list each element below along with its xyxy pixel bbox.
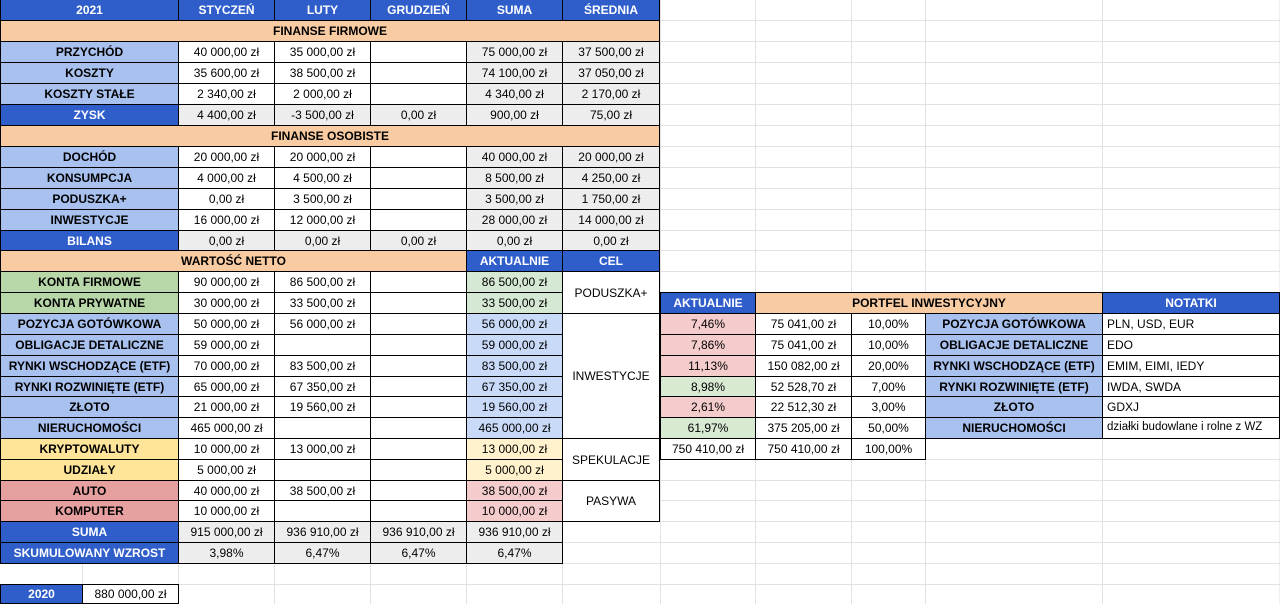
- cell-dochod-grudzien[interactable]: [371, 147, 467, 168]
- cell-konsumpcja-suma[interactable]: 8 500,00 zł: [467, 168, 563, 189]
- portfel-amount-nieruchomosci[interactable]: 375 205,00 zł: [756, 418, 852, 439]
- cell-przychod-styczen[interactable]: 40 000,00 zł: [179, 42, 275, 63]
- row-label-przychod[interactable]: PRZYCHÓD: [0, 42, 179, 63]
- year-header[interactable]: 2021: [0, 0, 179, 21]
- row-label-auto[interactable]: AUTO: [0, 481, 179, 501]
- cell-kryptowaluty-aktualnie[interactable]: 13 000,00 zł: [467, 439, 563, 460]
- cell-poduszka-suma[interactable]: 3 500,00 zł: [467, 189, 563, 210]
- cell-komputer-grudzien[interactable]: [371, 501, 467, 522]
- cell-inwestycje-grudzien[interactable]: [371, 210, 467, 231]
- row-label-bilans[interactable]: BILANS: [0, 231, 179, 251]
- cell-koszty-styczen[interactable]: 35 600,00 zł: [179, 63, 275, 84]
- cell-wzrost-luty[interactable]: 6,47%: [275, 543, 371, 564]
- portfel-pct-obligacje[interactable]: 7,86%: [660, 335, 756, 356]
- header-srednia[interactable]: ŚREDNIA: [563, 0, 660, 21]
- cell-zysk-suma[interactable]: 900,00 zł: [467, 105, 563, 126]
- year-2020-value[interactable]: 880 000,00 zł: [83, 584, 179, 604]
- row-label-konta-firmowe[interactable]: KONTA FIRMOWE: [0, 272, 179, 293]
- cell-konsumpcja-luty[interactable]: 4 500,00 zł: [275, 168, 371, 189]
- cell-nieruchomosci-styczen[interactable]: 465 000,00 zł: [179, 418, 275, 439]
- header-cel[interactable]: CEL: [563, 251, 660, 272]
- row-label-skumulowany-wzrost[interactable]: SKUMULOWANY WZROST: [0, 543, 179, 564]
- portfel-header-aktualnie[interactable]: AKTUALNIE: [660, 292, 756, 314]
- cell-konta-firmowe-grudzien[interactable]: [371, 272, 467, 293]
- cell-suma-aktualnie[interactable]: 936 910,00 zł: [467, 522, 563, 543]
- cell-kryptowaluty-styczen[interactable]: 10 000,00 zł: [179, 439, 275, 460]
- cell-rynki-rozwiniete-grudzien[interactable]: [371, 377, 467, 397]
- cell-poduszka-luty[interactable]: 3 500,00 zł: [275, 189, 371, 210]
- cell-obligacje-aktualnie[interactable]: 59 000,00 zł: [467, 335, 563, 356]
- header-aktualnie[interactable]: AKTUALNIE: [467, 251, 563, 272]
- cell-bilans-srednia[interactable]: 0,00 zł: [563, 231, 660, 251]
- header-styczen[interactable]: STYCZEŃ: [179, 0, 275, 21]
- cell-bilans-suma[interactable]: 0,00 zł: [467, 231, 563, 251]
- cell-przychod-srednia[interactable]: 37 500,00 zł: [563, 42, 660, 63]
- cell-koszty-stale-suma[interactable]: 4 340,00 zł: [467, 84, 563, 105]
- cell-rynki-wschodzace-grudzien[interactable]: [371, 356, 467, 377]
- portfel-note-pozycja-gotowkowa[interactable]: PLN, USD, EUR: [1103, 314, 1280, 335]
- cell-rynki-rozwiniete-luty[interactable]: 67 350,00 zł: [275, 377, 371, 397]
- portfel-target-pozycja-gotowkowa[interactable]: 10,00%: [852, 314, 926, 335]
- section-finanse-osobiste[interactable]: FINANSE OSOBISTE: [0, 126, 660, 147]
- header-grudzien[interactable]: GRUDZIEŃ: [371, 0, 467, 21]
- cell-suma-styczen[interactable]: 915 000,00 zł: [179, 522, 275, 543]
- cel-group-spekulacje[interactable]: SPEKULACJE: [563, 439, 660, 481]
- cell-koszty-srednia[interactable]: 37 050,00 zł: [563, 63, 660, 84]
- portfel-pct-rynki-wschodzace[interactable]: 11,13%: [660, 356, 756, 377]
- row-label-udzialy[interactable]: UDZIAŁY: [0, 460, 179, 481]
- cell-kryptowaluty-luty[interactable]: 13 000,00 zł: [275, 439, 371, 460]
- cell-koszty-stale-grudzien[interactable]: [371, 84, 467, 105]
- cell-koszty-grudzien[interactable]: [371, 63, 467, 84]
- cell-poduszka-styczen[interactable]: 0,00 zł: [179, 189, 275, 210]
- cell-poduszka-srednia[interactable]: 1 750,00 zł: [563, 189, 660, 210]
- cell-bilans-luty[interactable]: 0,00 zł: [275, 231, 371, 251]
- portfel-pct-zloto[interactable]: 2,61%: [660, 397, 756, 418]
- portfel-label-rynki-rozwiniete[interactable]: RYNKI ROZWINIĘTE (ETF): [926, 377, 1103, 397]
- cell-obligacje-luty[interactable]: [275, 335, 371, 356]
- cell-kryptowaluty-grudzien[interactable]: [371, 439, 467, 460]
- row-label-konsumpcja[interactable]: KONSUMPCJA: [0, 168, 179, 189]
- cell-udzialy-grudzien[interactable]: [371, 460, 467, 481]
- cell-inwestycje-suma[interactable]: 28 000,00 zł: [467, 210, 563, 231]
- row-label-rynki-wschodzace[interactable]: RYNKI WSCHODZĄCE (ETF): [0, 356, 179, 377]
- cell-obligacje-grudzien[interactable]: [371, 335, 467, 356]
- cell-konta-firmowe-styczen[interactable]: 90 000,00 zł: [179, 272, 275, 293]
- cell-rynki-wschodzace-styczen[interactable]: 70 000,00 zł: [179, 356, 275, 377]
- cell-inwestycje-styczen[interactable]: 16 000,00 zł: [179, 210, 275, 231]
- portfel-note-rynki-rozwiniete[interactable]: IWDA, SWDA: [1103, 377, 1280, 397]
- row-label-dochod[interactable]: DOCHÓD: [0, 147, 179, 168]
- cell-zysk-styczen[interactable]: 4 400,00 zł: [179, 105, 275, 126]
- cell-konsumpcja-styczen[interactable]: 4 000,00 zł: [179, 168, 275, 189]
- row-label-zloto[interactable]: ZŁOTO: [0, 397, 179, 418]
- cel-group-inwestycje[interactable]: INWESTYCJE: [563, 314, 660, 439]
- portfel-total-pct[interactable]: 750 410,00 zł: [660, 439, 756, 460]
- cell-dochod-luty[interactable]: 20 000,00 zł: [275, 147, 371, 168]
- portfel-note-zloto[interactable]: GDXJ: [1103, 397, 1280, 418]
- cell-zloto-grudzien[interactable]: [371, 397, 467, 418]
- cell-udzialy-aktualnie[interactable]: 5 000,00 zł: [467, 460, 563, 481]
- cell-auto-styczen[interactable]: 40 000,00 zł: [179, 481, 275, 501]
- cel-group-pasywa[interactable]: PASYWA: [563, 481, 660, 522]
- cell-auto-grudzien[interactable]: [371, 481, 467, 501]
- row-label-koszty-stale[interactable]: KOSZTY STAŁE: [0, 84, 179, 105]
- portfel-label-zloto[interactable]: ZŁOTO: [926, 397, 1103, 418]
- cell-dochod-suma[interactable]: 40 000,00 zł: [467, 147, 563, 168]
- portfel-target-obligacje[interactable]: 10,00%: [852, 335, 926, 356]
- portfel-amount-pozycja-gotowkowa[interactable]: 75 041,00 zł: [756, 314, 852, 335]
- cell-zysk-grudzien[interactable]: 0,00 zł: [371, 105, 467, 126]
- portfel-amount-rynki-wschodzace[interactable]: 150 082,00 zł: [756, 356, 852, 377]
- row-label-kryptowaluty[interactable]: KRYPTOWALUTY: [0, 439, 179, 460]
- cell-zysk-luty[interactable]: -3 500,00 zł: [275, 105, 371, 126]
- cell-pozycja-gotowkowa-luty[interactable]: 56 000,00 zł: [275, 314, 371, 335]
- cell-konta-prywatne-styczen[interactable]: 30 000,00 zł: [179, 293, 275, 314]
- row-label-nieruchomosci[interactable]: NIERUCHOMOŚCI: [0, 418, 179, 439]
- cell-przychod-grudzien[interactable]: [371, 42, 467, 63]
- portfel-amount-obligacje[interactable]: 75 041,00 zł: [756, 335, 852, 356]
- cell-komputer-aktualnie[interactable]: 10 000,00 zł: [467, 501, 563, 522]
- cel-group-poduszka[interactable]: PODUSZKA+: [563, 272, 660, 314]
- portfel-title[interactable]: PORTFEL INWESTYCYJNY: [756, 292, 1103, 314]
- cell-nieruchomosci-luty[interactable]: [275, 418, 371, 439]
- row-label-suma[interactable]: SUMA: [0, 522, 179, 543]
- row-label-poduszka[interactable]: PODUSZKA+: [0, 189, 179, 210]
- cell-konta-prywatne-luty[interactable]: 33 500,00 zł: [275, 293, 371, 314]
- row-label-obligacje-detaliczne[interactable]: OBLIGACJE DETALICZNE: [0, 335, 179, 356]
- portfel-pct-rynki-rozwiniete[interactable]: 8,98%: [660, 377, 756, 397]
- cell-pozycja-gotowkowa-grudzien[interactable]: [371, 314, 467, 335]
- portfel-target-rynki-wschodzace[interactable]: 20,00%: [852, 356, 926, 377]
- cell-konta-prywatne-grudzien[interactable]: [371, 293, 467, 314]
- section-finanse-firmowe[interactable]: FINANSE FIRMOWE: [0, 21, 660, 42]
- cell-udzialy-styczen[interactable]: 5 000,00 zł: [179, 460, 275, 481]
- portfel-total-target[interactable]: 100,00%: [852, 439, 926, 460]
- cell-zloto-luty[interactable]: 19 560,00 zł: [275, 397, 371, 418]
- cell-zysk-srednia[interactable]: 75,00 zł: [563, 105, 660, 126]
- portfel-note-nieruchomosci[interactable]: działki budowlane i rolne z WZ: [1103, 418, 1280, 439]
- portfel-amount-rynki-rozwiniete[interactable]: 52 528,70 zł: [756, 377, 852, 397]
- cell-inwestycje-luty[interactable]: 12 000,00 zł: [275, 210, 371, 231]
- portfel-label-obligacje[interactable]: OBLIGACJE DETALICZNE: [926, 335, 1103, 356]
- portfel-pct-nieruchomosci[interactable]: 61,97%: [660, 418, 756, 439]
- year-2020-label[interactable]: 2020: [0, 584, 83, 604]
- cell-komputer-styczen[interactable]: 10 000,00 zł: [179, 501, 275, 522]
- header-suma[interactable]: SUMA: [467, 0, 563, 21]
- cell-rynki-rozwiniete-styczen[interactable]: 65 000,00 zł: [179, 377, 275, 397]
- cell-inwestycje-srednia[interactable]: 14 000,00 zł: [563, 210, 660, 231]
- cell-koszty-suma[interactable]: 74 100,00 zł: [467, 63, 563, 84]
- cell-rynki-rozwiniete-aktualnie[interactable]: 67 350,00 zł: [467, 377, 563, 397]
- section-wartosc-netto[interactable]: WARTOŚĆ NETTO: [0, 251, 467, 272]
- cell-pozycja-gotowkowa-styczen[interactable]: 50 000,00 zł: [179, 314, 275, 335]
- cell-konta-prywatne-aktualnie[interactable]: 33 500,00 zł: [467, 293, 563, 314]
- row-label-komputer[interactable]: KOMPUTER: [0, 501, 179, 522]
- cell-wzrost-styczen[interactable]: 3,98%: [179, 543, 275, 564]
- row-label-inwestycje[interactable]: INWESTYCJE: [0, 210, 179, 231]
- cell-komputer-luty[interactable]: [275, 501, 371, 522]
- cell-bilans-grudzien[interactable]: 0,00 zł: [371, 231, 467, 251]
- cell-koszty-luty[interactable]: 38 500,00 zł: [275, 63, 371, 84]
- cell-bilans-styczen[interactable]: 0,00 zł: [179, 231, 275, 251]
- row-label-koszty[interactable]: KOSZTY: [0, 63, 179, 84]
- cell-rynki-wschodzace-aktualnie[interactable]: 83 500,00 zł: [467, 356, 563, 377]
- portfel-target-rynki-rozwiniete[interactable]: 7,00%: [852, 377, 926, 397]
- cell-pozycja-gotowkowa-aktualnie[interactable]: 56 000,00 zł: [467, 314, 563, 335]
- header-luty[interactable]: LUTY: [275, 0, 371, 21]
- cell-rynki-wschodzace-luty[interactable]: 83 500,00 zł: [275, 356, 371, 377]
- cell-konta-firmowe-luty[interactable]: 86 500,00 zł: [275, 272, 371, 293]
- cell-koszty-stale-luty[interactable]: 2 000,00 zł: [275, 84, 371, 105]
- portfel-target-nieruchomosci[interactable]: 50,00%: [852, 418, 926, 439]
- cell-udzialy-luty[interactable]: [275, 460, 371, 481]
- portfel-amount-zloto[interactable]: 22 512,30 zł: [756, 397, 852, 418]
- cell-zloto-styczen[interactable]: 21 000,00 zł: [179, 397, 275, 418]
- cell-nieruchomosci-grudzien[interactable]: [371, 418, 467, 439]
- cell-konta-firmowe-aktualnie[interactable]: 86 500,00 zł: [467, 272, 563, 293]
- portfel-total-amount[interactable]: 750 410,00 zł: [756, 439, 852, 460]
- cell-suma-grudzien[interactable]: 936 910,00 zł: [371, 522, 467, 543]
- cell-zloto-aktualnie[interactable]: 19 560,00 zł: [467, 397, 563, 418]
- cell-dochod-srednia[interactable]: 20 000,00 zł: [563, 147, 660, 168]
- cell-koszty-stale-srednia[interactable]: 2 170,00 zł: [563, 84, 660, 105]
- cell-dochod-styczen[interactable]: 20 000,00 zł: [179, 147, 275, 168]
- portfel-target-zloto[interactable]: 3,00%: [852, 397, 926, 418]
- portfel-label-rynki-wschodzace[interactable]: RYNKI WSCHODZĄCE (ETF): [926, 356, 1103, 377]
- cell-przychod-suma[interactable]: 75 000,00 zł: [467, 42, 563, 63]
- row-label-pozycja-gotowkowa[interactable]: POZYCJA GOTÓWKOWA: [0, 314, 179, 335]
- cell-suma-luty[interactable]: 936 910,00 zł: [275, 522, 371, 543]
- cell-konsumpcja-srednia[interactable]: 4 250,00 zł: [563, 168, 660, 189]
- row-label-zysk[interactable]: ZYSK: [0, 105, 179, 126]
- portfel-note-rynki-wschodzace[interactable]: EMIM, EIMI, IEDY: [1103, 356, 1280, 377]
- cell-wzrost-grudzien[interactable]: 6,47%: [371, 543, 467, 564]
- cell-koszty-stale-styczen[interactable]: 2 340,00 zł: [179, 84, 275, 105]
- portfel-label-nieruchomosci[interactable]: NIERUCHOMOŚCI: [926, 418, 1103, 439]
- cell-poduszka-grudzien[interactable]: [371, 189, 467, 210]
- cell-auto-luty[interactable]: 38 500,00 zł: [275, 481, 371, 501]
- row-label-konta-prywatne[interactable]: KONTA PRYWATNE: [0, 293, 179, 314]
- row-label-rynki-rozwiniete[interactable]: RYNKI ROZWINIĘTE (ETF): [0, 377, 179, 397]
- cell-nieruchomosci-aktualnie[interactable]: 465 000,00 zł: [467, 418, 563, 439]
- cell-obligacje-styczen[interactable]: 59 000,00 zł: [179, 335, 275, 356]
- portfel-label-pozycja-gotowkowa[interactable]: POZYCJA GOTÓWKOWA: [926, 314, 1103, 335]
- portfel-note-obligacje[interactable]: EDO: [1103, 335, 1280, 356]
- cell-wzrost-aktualnie[interactable]: 6,47%: [467, 543, 563, 564]
- portfel-pct-pozycja-gotowkowa[interactable]: 7,46%: [660, 314, 756, 335]
- cell-konsumpcja-grudzien[interactable]: [371, 168, 467, 189]
- portfel-header-notatki[interactable]: NOTATKI: [1103, 292, 1280, 314]
- cell-przychod-luty[interactable]: 35 000,00 zł: [275, 42, 371, 63]
- cell-auto-aktualnie[interactable]: 38 500,00 zł: [467, 481, 563, 501]
